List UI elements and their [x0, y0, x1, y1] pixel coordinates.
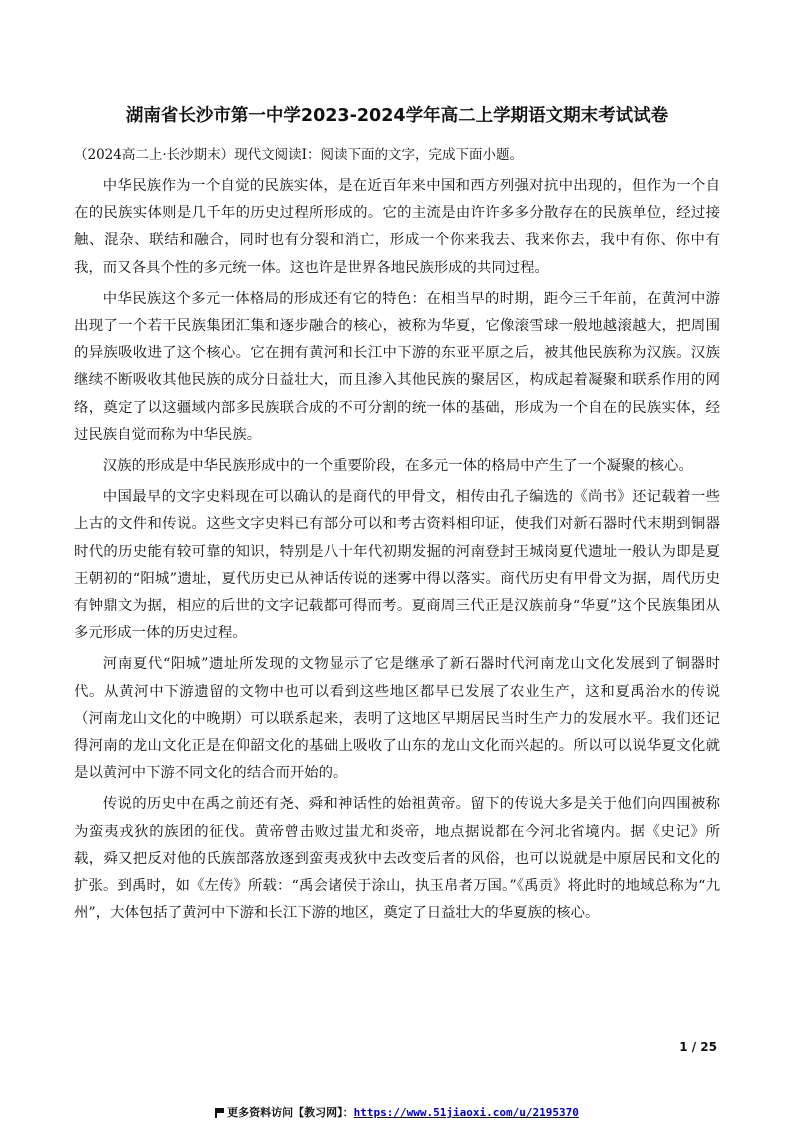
footer-label: 更多资料访问【教习网】：: [227, 1106, 354, 1119]
footer-bar: [0, 1106, 794, 1120]
flag-icon: [215, 1108, 224, 1117]
paragraph-5: 河南夏代“阳城”遗址所发现的文物显示了它是继承了新石器时代河南龙山文化发展到了铜器时代。从黄河中下游遗留的文物中也可以看到这些地区都早已发展了农业生产，这和夏禹治水的传说（河南龙山文化的中晚期）可以联系起来，表明了这地区早期居民当时生产力的发展水平。我们还记得河南的龙山文化正是在仰韶文化的基础上吸收了山东的龙山文化而兴起的。所以可以说华夏文化就是以黄河中下游不同文化的结合而开始的。: [74, 656, 720, 782]
footer-link[interactable]: https://www.51jiaoxi.com/u/2195370: [353, 1106, 579, 1119]
paragraph-6: 传说的历史中在禹之前还有尧、舜和神话性的始祖黄帝。留下的传说大多是关于他们向四围被称为蛮夷戎狄的族团的征伐。黄帝曾击败过蚩尤和炎帝，地点据说都在今河北省境内。据《史记》所载，舜又把反对他的氏族部落放逐到蛮夷戎狄中去改变后者的风俗，也可以说就是中原居民和文化的扩张。到禹时，如《左传》所载：“禹会诸侯于涂山，执玉帛者万国。”《禹贡》将此时的地域总称为“九州”，大体包括了黄河中下游和长江下游的地区，奠定了日益壮大的华夏族的核心。: [74, 796, 720, 922]
document-title: 湖南省长沙市第一中学2023-2024学年高二上学期语文期末考试试卷: [125, 106, 669, 126]
paragraph-2: 中华民族这个多元一体格局的形成还有它的特色：在相当早的时期，距今三千年前，在黄河中游出现了一个若干民族集团汇集和逐步融合的核心，被称为华夏，它像滚雪球一般地越滚越大，把周围的异族吸收进了这个核心。它在拥有黄河和长江中下游的东亚平原之后，被其他民族称为汉族。汉族继续不断吸收其他民族的成分日益壮大，而且渗入其他民族的聚居区，构成起着凝聚和联系作用的网络，奠定了以这疆域内部多民族联合成的不可分割的统一体的基础，形成为一个自在的民族实体，经过民族自觉而称为中华民族。: [74, 290, 720, 443]
page-number: 1 / 25: [679, 1040, 717, 1054]
reading-passage: [74, 146, 720, 931]
paragraph-3: 汉族的形成是中华民族形成中的一个重要阶段，在多元一体的格局中产生了一个凝聚的核心。: [102, 458, 693, 475]
question-intro: （2024高二上·长沙期末）现代文阅读I：阅读下面的文字，完成下面小题。: [74, 147, 523, 163]
paragraph-1: 中华民族作为一个自觉的民族实体，是在近百年来中国和西方列强对抗中出现的，但作为一个自在的民族实体则是几千年的历史过程所形成的。它的主流是由许许多多分散存在的民族单位，经过接触、混杂、联结和融合，同时也有分裂和消亡，形成一个你来我去、我来你去，我中有你、你中有我，而又各具个性的多元统一体。这也许是世界各地民族形成的共同过程。: [74, 178, 720, 276]
paragraph-4: 中国最早的文字史料现在可以确认的是商代的甲骨文，相传由孔子编选的《尚书》还记载着一些上古的文件和传说。这些文字史料已有部分可以和考古资料相印证，使我们对新石器时代末期到铜器时代的历史能有较可靠的知识，特别是八十年代初期发掘的河南登封王城岗夏代遗址一般认为即是夏王朝初的“阳城”遗址，夏代历史已从神话传说的迷雾中得以落实。商代历史有甲骨文为据，周代历史有钟鼎文为据，相应的后世的文字记载都可得而考。夏商周三代正是汉族前身“华夏”这个民族集团从多元形成一体的历史过程。: [74, 489, 720, 642]
